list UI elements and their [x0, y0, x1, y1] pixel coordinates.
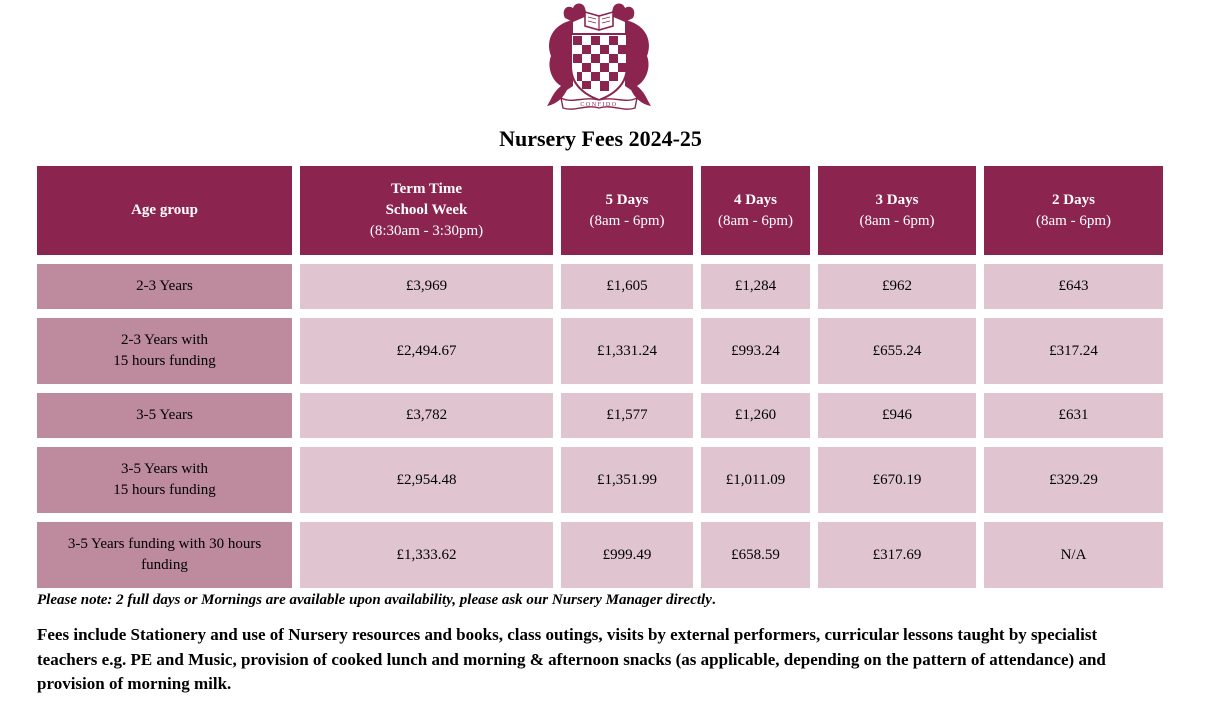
fee-cell-3-days: £962 [818, 264, 976, 309]
header-2-days [984, 166, 1163, 255]
page-title: Nursery Fees 2024-25 [499, 126, 702, 151]
header-label: 5 Days [605, 191, 649, 208]
header-3-days [818, 166, 976, 255]
fee-cell-5-days: £999.49 [561, 522, 693, 588]
fee-cell-2-days: £643 [984, 264, 1163, 309]
fee-cell-term-time: £3,782 [300, 393, 553, 438]
header-label: 2 Days [1052, 191, 1095, 208]
header-label: School Week [385, 202, 468, 218]
header-age-group [37, 166, 292, 255]
header-5-days [561, 166, 693, 255]
crest-motto: CONFIDO [580, 102, 618, 108]
fee-cell-3-days: £317.69 [818, 522, 976, 588]
fee-cell-4-days: £1,260 [701, 393, 810, 438]
fee-cell-5-days: £1,577 [561, 393, 693, 438]
fee-cell-5-days: £1,331.24 [561, 318, 693, 384]
header-hours: (8am - 6pm) [1036, 212, 1111, 229]
header-term-time [300, 166, 553, 255]
fee-cell-term-time: £1,333.62 [300, 522, 553, 588]
age-group-label: 15 hours funding [113, 482, 216, 498]
fee-cell-5-days: £1,351.99 [561, 447, 693, 513]
header-hours: (8am - 6pm) [859, 212, 935, 229]
header-hours: (8am - 6pm) [718, 212, 793, 229]
fee-cell-2-days: N/A [984, 522, 1163, 588]
availability-note: Please note: 2 full days or Mornings are available upon availability, please ask our Nursery Manager directly. [37, 592, 716, 608]
age-group-cell [37, 447, 292, 513]
fee-cell-5-days: £1,605 [561, 264, 693, 309]
header-label: Term Time [391, 181, 462, 197]
header-label: 4 Days [734, 191, 777, 208]
age-group-cell [37, 393, 292, 438]
fee-cell-term-time: £2,954.48 [300, 447, 553, 513]
fee-cell-3-days: £946 [818, 393, 976, 438]
age-group-label: 3-5 Years [136, 407, 193, 423]
fee-cell-4-days: £658.59 [701, 522, 810, 588]
age-group-cell [37, 522, 292, 588]
header-label: 3 Days [875, 191, 919, 208]
age-group-label: 3-5 Years with [120, 461, 209, 477]
fee-cell-3-days: £655.24 [818, 318, 976, 384]
fee-cell-term-time: £2,494.67 [300, 318, 553, 384]
fee-cell-4-days: £1,011.09 [701, 447, 810, 513]
age-group-label: 2-3 Years [136, 278, 193, 294]
age-group-label: 2-3 Years with [120, 332, 209, 348]
school-crest-logo [543, 0, 655, 112]
age-group-label: 3-5 Years funding with 30 hours [67, 536, 262, 552]
fee-cell-2-days: £631 [984, 393, 1163, 438]
fee-cell-4-days: £1,284 [701, 264, 810, 309]
age-group-cell [37, 318, 292, 384]
age-group-label: 15 hours funding [113, 353, 216, 369]
fee-cell-4-days: £993.24 [701, 318, 810, 384]
fee-cell-2-days: £317.24 [984, 318, 1163, 384]
header-hours: (8am - 6pm) [589, 212, 665, 229]
header-label: Age group [131, 202, 198, 218]
age-group-cell [37, 264, 292, 309]
fee-cell-3-days: £670.19 [818, 447, 976, 513]
header-4-days [701, 166, 810, 255]
age-group-label: funding [141, 557, 188, 573]
fee-cell-2-days: £329.29 [984, 447, 1163, 513]
header-hours: (8:30am - 3:30pm) [369, 223, 484, 239]
fees-inclusion-text: Fees include Stationery and use of Nursery resources and books, class outings, visits by external performers, curricular lessons taught by specialist teachers e.g. PE and Music, provision of cooked lunch and morning & afternoon snacks (as applicable, depending on the pattern of attendance) and provision of morning milk. [37, 625, 1106, 693]
fees-table [37, 166, 1163, 588]
fee-cell-term-time: £3,969 [300, 264, 553, 309]
